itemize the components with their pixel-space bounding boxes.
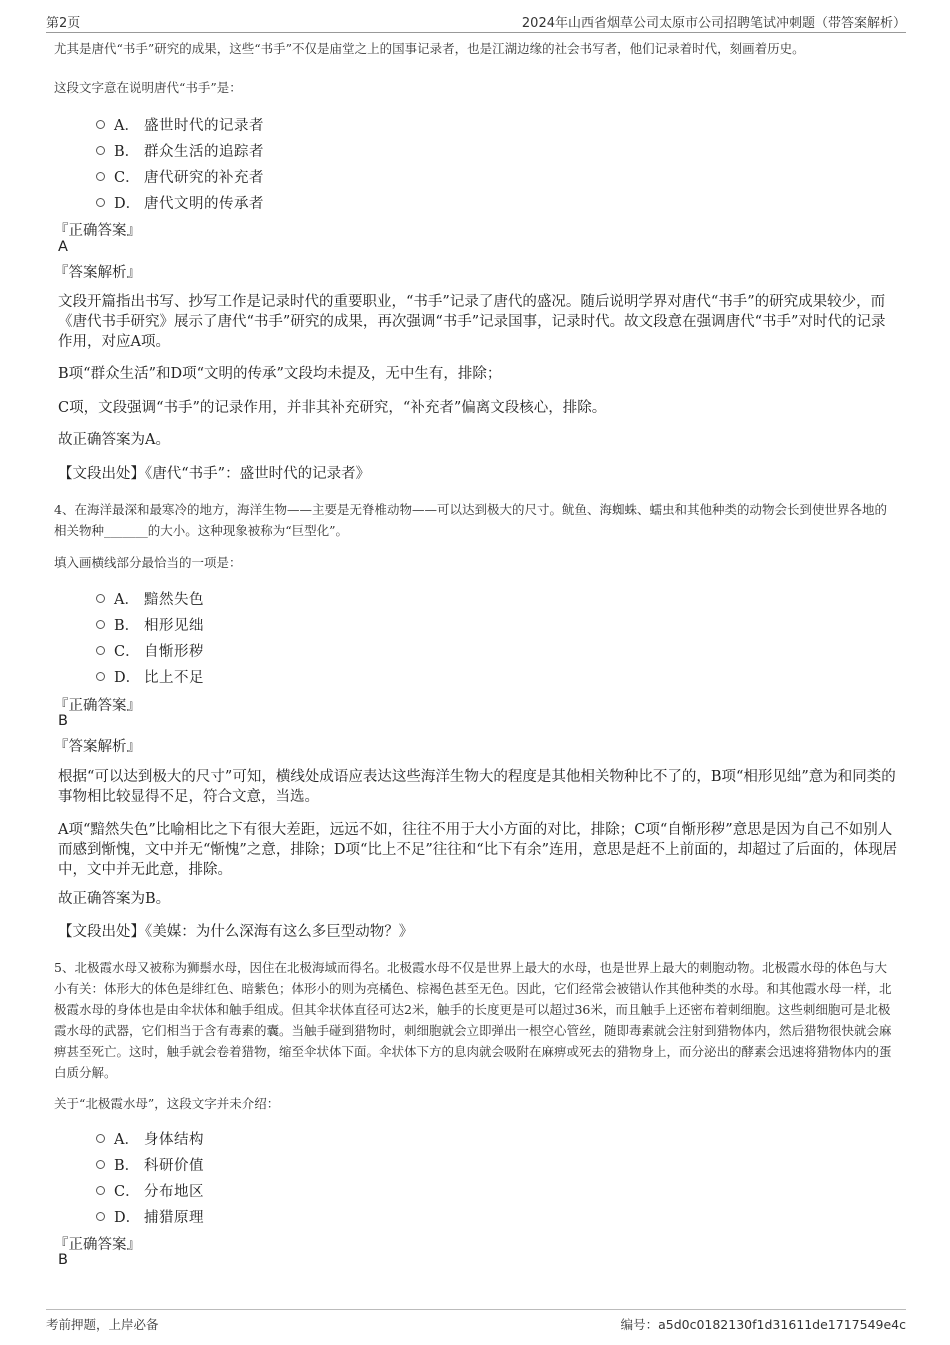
q5-option-a[interactable]: A． 身体结构 xyxy=(96,1125,204,1151)
q3-options xyxy=(96,111,264,215)
q3-analysis-4: 故正确答案为A。 xyxy=(58,432,170,448)
page-header xyxy=(46,12,906,33)
q3-analysis-label: 『答案解析』 xyxy=(54,265,141,281)
radio-icon[interactable] xyxy=(96,594,105,603)
q5-stem: 关于“北极霞水母”，这段文字并未介绍： xyxy=(54,1096,280,1111)
q3-option-c[interactable]: C． 唐代研究的补充者 xyxy=(96,163,264,189)
radio-icon[interactable] xyxy=(96,172,105,181)
q5-answer-label: 『正确答案』 xyxy=(54,1237,141,1253)
radio-icon[interactable] xyxy=(96,672,105,681)
radio-icon[interactable] xyxy=(96,198,105,207)
radio-icon[interactable] xyxy=(96,120,105,129)
q5-options xyxy=(96,1125,204,1229)
radio-icon[interactable] xyxy=(96,1186,105,1195)
radio-icon[interactable] xyxy=(96,1160,105,1169)
q5-option-b[interactable]: B． 科研价值 xyxy=(96,1151,204,1177)
q3-option-d[interactable]: D． 唐代文明的传承者 xyxy=(96,189,264,215)
q4-analysis-2: A项“黯然失色”比喻相比之下有很大差距，远远不如，往往不用于大小方面的对比，排除；C项“自惭形秽”意思是因为自己不如别人而感到惭愧，文中并无“惭愧”之意，排除；D项“比上不足”往往和“比下有余”连用，意思是赶不上前面的，却超过了后面的，体现居中，文中并无此意，排除。 xyxy=(58,822,898,878)
q3-option-a[interactable]: A． 盛世时代的记录者 xyxy=(96,111,264,137)
q4-stem: 填入画横线部分最恰当的一项是： xyxy=(54,555,242,570)
q4-options xyxy=(96,585,204,689)
q4-analysis-label: 『答案解析』 xyxy=(54,739,141,755)
page-number: 第2页 xyxy=(46,16,81,31)
q3-answer-label: 『正确答案』 xyxy=(54,223,141,239)
q5-passage: 5、北极霞水母又被称为狮鬃水母，因住在北极海域而得名。北极霞水母不仅是世界上最大的水母，也是世界上最大的刺胞动物。北极霞水母的体色与大小有关：体形大的体色是绯红色、暗紫色；体形小的则为亮橘色、棕褐色甚至无色。因此，它们经常会被错认作其他种类的水母。和其他霞水母一样，北极霞水母的身体也是由伞状体和触手组成。但其伞状体直径可达2米，触手的长度更是可以超过36米，而且触手上还密布着刺细胞。这些刺细胞可是北极霞水母的武器，它们相当于含有毒素的囊。当触手碰到猎物时，刺细胞就会立即弹出一根空心管丝，随即毒素就会注射到猎物体内，然后猎物很快就会麻痹甚至死亡。这时，触手就会卷着猎物，缩至伞状体下面。伞状体下方的息肉就会吸附在麻痹或死去的猎物身上，而分泌出的酵素会迅速将猎物体内的蛋白质分解。 xyxy=(54,960,892,1080)
page-footer xyxy=(46,1309,906,1340)
q4-passage: 4、在海洋最深和最寒冷的地方，海洋生物——主要是无脊椎动物——可以达到极大的尺寸。鱿鱼、海蜘蛛、蠕虫和其他种类的动物会长到使世界各地的相关物种_______的大小。这种现象被称为“巨型化”。 xyxy=(54,502,887,538)
q3-source: 【文段出处】《唐代“书手”：盛世时代的记录者》 xyxy=(58,466,371,482)
q3-stem: 这段文字意在说明唐代“书手”是： xyxy=(54,80,242,95)
q5-answer: B xyxy=(58,1252,68,1268)
q4-source: 【文段出处】《美媒：为什么深海有这么多巨型动物？》 xyxy=(58,924,414,940)
radio-icon[interactable] xyxy=(96,620,105,629)
document-title: 2024年山西省烟草公司太原市公司招聘笔试冲刺题（带答案解析） xyxy=(521,16,906,31)
q3-analysis-3: C项，文段强调“书手”的记录作用，并非其补充研究，“补充者”偏离文段核心，排除。 xyxy=(58,400,607,416)
q3-answer: A xyxy=(58,239,68,255)
q3-passage-tail: 尤其是唐代“书手”研究的成果，这些“书手”不仅是庙堂之上的国事记录者，也是江湖边缘的社会书写者，他们记录着时代，刻画着历史。 xyxy=(54,41,805,56)
document-id: 编号：a5d0c0182130f1d31611de1717549e4c xyxy=(620,1317,906,1332)
q4-analysis-3: 故正确答案为B。 xyxy=(58,891,171,907)
radio-icon[interactable] xyxy=(96,1134,105,1143)
radio-icon[interactable] xyxy=(96,646,105,655)
q4-answer: B xyxy=(58,713,68,729)
q4-answer-label: 『正确答案』 xyxy=(54,698,141,714)
q4-analysis-1: 根据“可以达到极大的尺寸”可知，横线处成语应表达这些海洋生物大的程度是其他相关物种比不了的，B项“相形见绌”意为和同类的事物相比较显得不足，符合文意，当选。 xyxy=(58,769,896,805)
q4-option-d[interactable]: D． 比上不足 xyxy=(96,663,204,689)
q4-option-c[interactable]: C． 自惭形秽 xyxy=(96,637,204,663)
q3-analysis-2: B项“群众生活”和D项“文明的传承”文段均未提及，无中生有，排除； xyxy=(58,366,502,382)
q5-option-d[interactable]: D． 捕猎原理 xyxy=(96,1203,204,1229)
footer-slogan: 考前押题，上岸必备 xyxy=(46,1317,159,1332)
radio-icon[interactable] xyxy=(96,146,105,155)
q3-analysis-1: 文段开篇指出书写、抄写工作是记录时代的重要职业，“书手”记录了唐代的盛况。随后说明学界对唐代“书手”的研究成果较少，而《唐代书手研究》展示了唐代“书手”研究的成果，再次强调“书手”记录国事，记录时代。故文段意在强调唐代“书手”对时代的记录作用，对应A项。 xyxy=(58,294,886,350)
q4-option-b[interactable]: B． 相形见绌 xyxy=(96,611,204,637)
q5-option-c[interactable]: C． 分布地区 xyxy=(96,1177,204,1203)
q4-option-a[interactable]: A． 黯然失色 xyxy=(96,585,204,611)
q3-option-b[interactable]: B． 群众生活的追踪者 xyxy=(96,137,264,163)
radio-icon[interactable] xyxy=(96,1212,105,1221)
